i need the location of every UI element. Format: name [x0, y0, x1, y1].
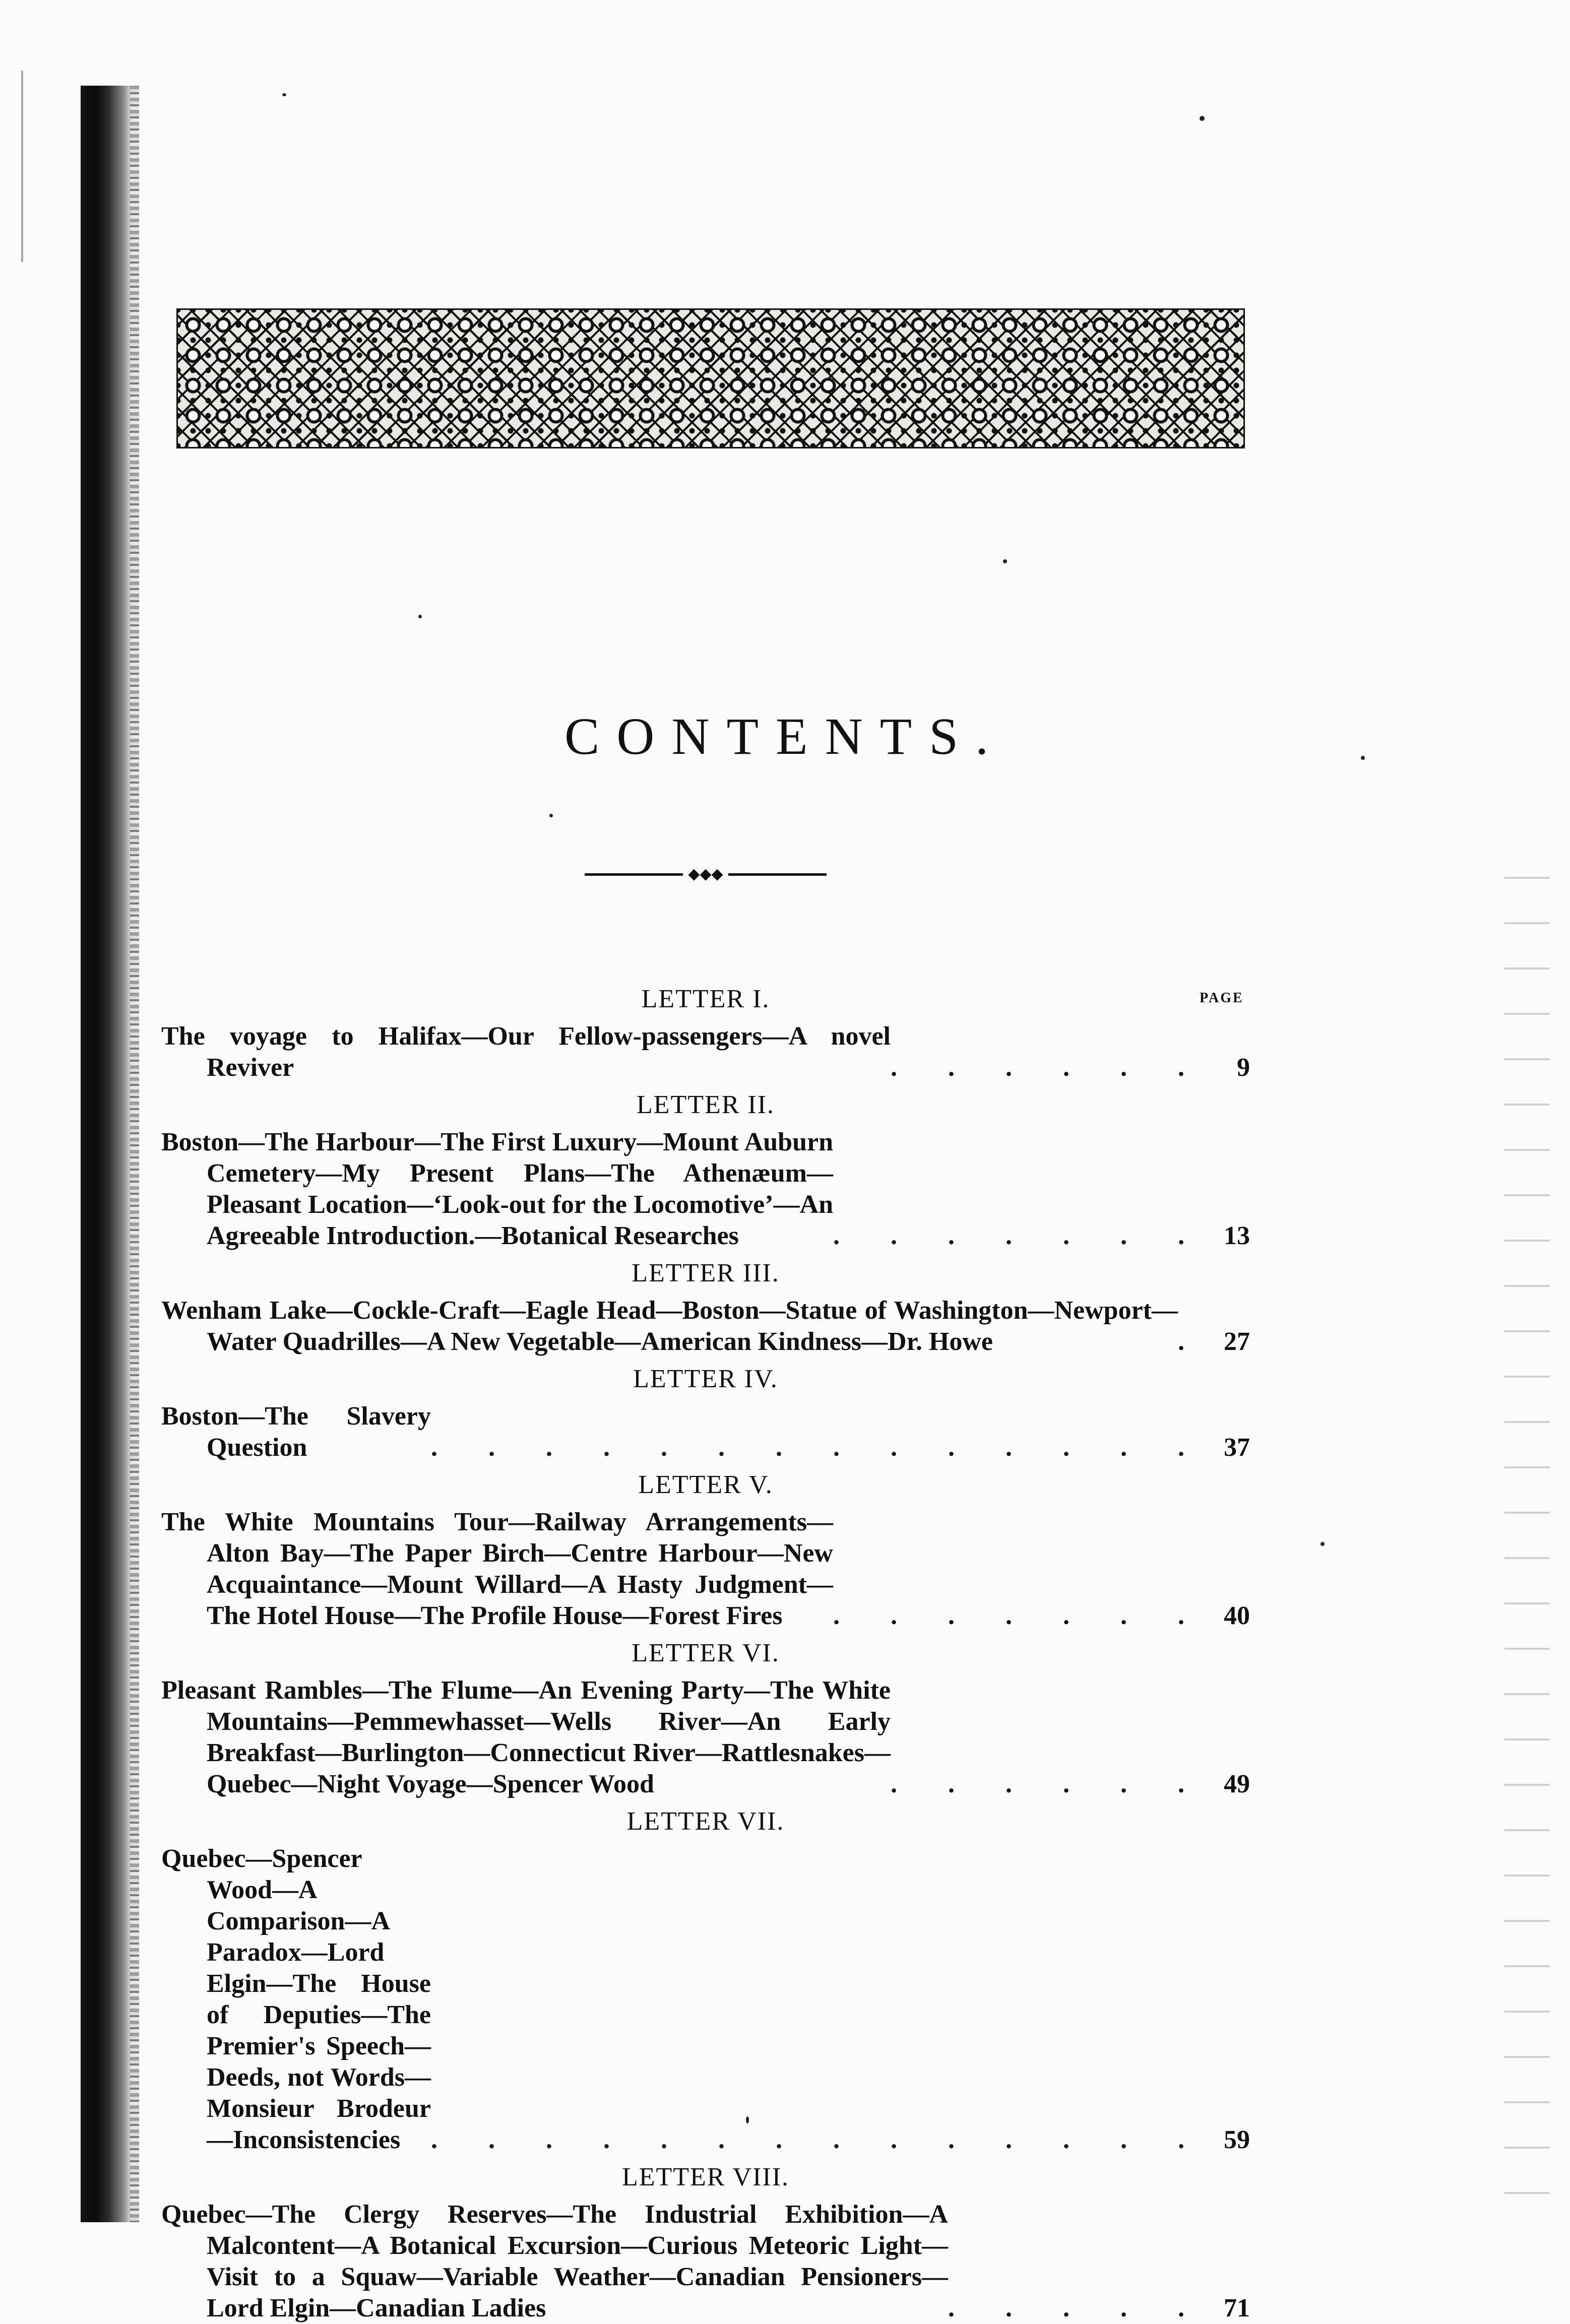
scan-speck: [282, 93, 286, 96]
dot-leader: . . . . . .: [891, 1053, 1207, 1082]
contents-entry: [161, 1127, 1250, 1252]
page-number: 49: [1224, 1770, 1250, 1798]
ornament-diamonds-icon: ◆◆◆: [688, 866, 723, 882]
entry-summary: Quebec—Spencer Wood—A Comparison—A Paradox—Lord Elgin—The House of Deputies—The Premier's Speech—Deeds, not Words—Monsieur Brodeur—Inconsistencies: [161, 1844, 431, 2154]
page-title: CONTENTS.: [564, 707, 1006, 765]
scan-speck: [418, 615, 422, 618]
scan-speck: [549, 814, 553, 817]
letter-heading: LETTER IV.: [633, 1365, 778, 1393]
contents-entry: [161, 2199, 1250, 2324]
decorative-header-band: [176, 308, 1245, 448]
dot-leader: . . . . . .: [891, 1770, 1207, 1798]
scan-speck: [1003, 559, 1007, 563]
entry-summary: Boston—The Harbour—The First Luxury—Mount Auburn Cemetery—My Present Plans—The Athenæum—Pleasant Location—‘Look-out for the Locomotive’—An Agreeable Introduction.—Botanical Researches: [161, 1128, 833, 1250]
dot-leader: .: [1178, 1327, 1207, 1356]
contents-entry: [161, 1675, 1250, 1800]
entry-summary: Quebec—The Clergy Reserves—The Industrial Exhibition—A Malcontent—A Botanical Excursion—Curious Meteoric Light—Visit to a Squaw—Variable Weather—Canadian Pensioners—Lord Elgin—Canadian Ladies: [161, 2200, 948, 2322]
contents-entry: [161, 1295, 1250, 1358]
page-number: 40: [1224, 1601, 1250, 1630]
page-column-label: PAGE: [1200, 990, 1244, 1006]
page-edge-noise: [1504, 857, 1550, 2217]
entry-summary: Wenham Lake—Cockle-Craft—Eagle Head—Boston—Statue of Washington—Newport—Water Quadrilles—A New Vegetable—American Kindness—Dr. Howe: [161, 1296, 1178, 1356]
dot-leader: . . . . . . . . . . . . . .: [431, 2125, 1207, 2154]
dot-leader: . . . . . . .: [833, 1601, 1207, 1630]
letter-heading: LETTER III.: [632, 1259, 780, 1287]
entry-summary: Boston—The Slavery Question: [161, 1402, 431, 1462]
page-number: 9: [1237, 1053, 1250, 1082]
contents-entry: [161, 1401, 1250, 1463]
title-ornament: [585, 867, 827, 882]
letter-heading: LETTER VI.: [632, 1639, 780, 1667]
page-number: 27: [1224, 1327, 1250, 1356]
book-spine-edge: [130, 86, 139, 2222]
contents-entry: [161, 1843, 1250, 2156]
letter-heading: LETTER V.: [638, 1470, 773, 1499]
scan-speck: [1200, 116, 1205, 121]
scan-edge-mark: [21, 71, 23, 262]
scan-speck: [746, 2116, 749, 2123]
page-number: 71: [1224, 2294, 1250, 2322]
ornament-rule-left: [585, 873, 683, 876]
scan-speck: [1321, 1542, 1325, 1546]
letter-heading: LETTER I.: [641, 985, 770, 1013]
letter-heading: LETTER VII.: [626, 1807, 785, 1836]
ornament-rule-right: [728, 873, 827, 876]
page-number: 37: [1224, 1433, 1250, 1462]
entry-summary: Pleasant Rambles—The Flume—An Evening Party—The White Mountains—Pemmewhasset—Wells River—An Early Breakfast—Burlington—Connecticut River—Rattlesnakes—Quebec—Night Voyage—Spencer Wood: [161, 1676, 891, 1798]
contents-list: [161, 978, 1250, 2324]
entry-summary: The voyage to Halifax—Our Fellow-passengers—A novel Reviver: [161, 1022, 891, 1082]
dot-leader: . . . . . . . . . . . . . .: [431, 1433, 1207, 1462]
letter-heading: LETTER II.: [636, 1090, 775, 1119]
entry-summary: The White Mountains Tour—Railway Arrangements—Alton Bay—The Paper Birch—Centre Harbour—New Acquaintance—Mount Willard—A Hasty Judgment—The Hotel House—The Profile House—Forest Fires: [161, 1508, 833, 1630]
page-number: 13: [1224, 1221, 1250, 1250]
letter-heading: LETTER VIII.: [621, 2163, 790, 2191]
dot-leader: . . . . .: [948, 2294, 1207, 2322]
dot-leader: . . . . . . .: [833, 1221, 1207, 1250]
contents-entry: [161, 1507, 1250, 1632]
scan-speck: [1361, 756, 1365, 760]
contents-entry: [161, 1021, 1250, 1083]
page-number: 59: [1224, 2125, 1250, 2154]
book-spine-shadow: [81, 86, 131, 2222]
